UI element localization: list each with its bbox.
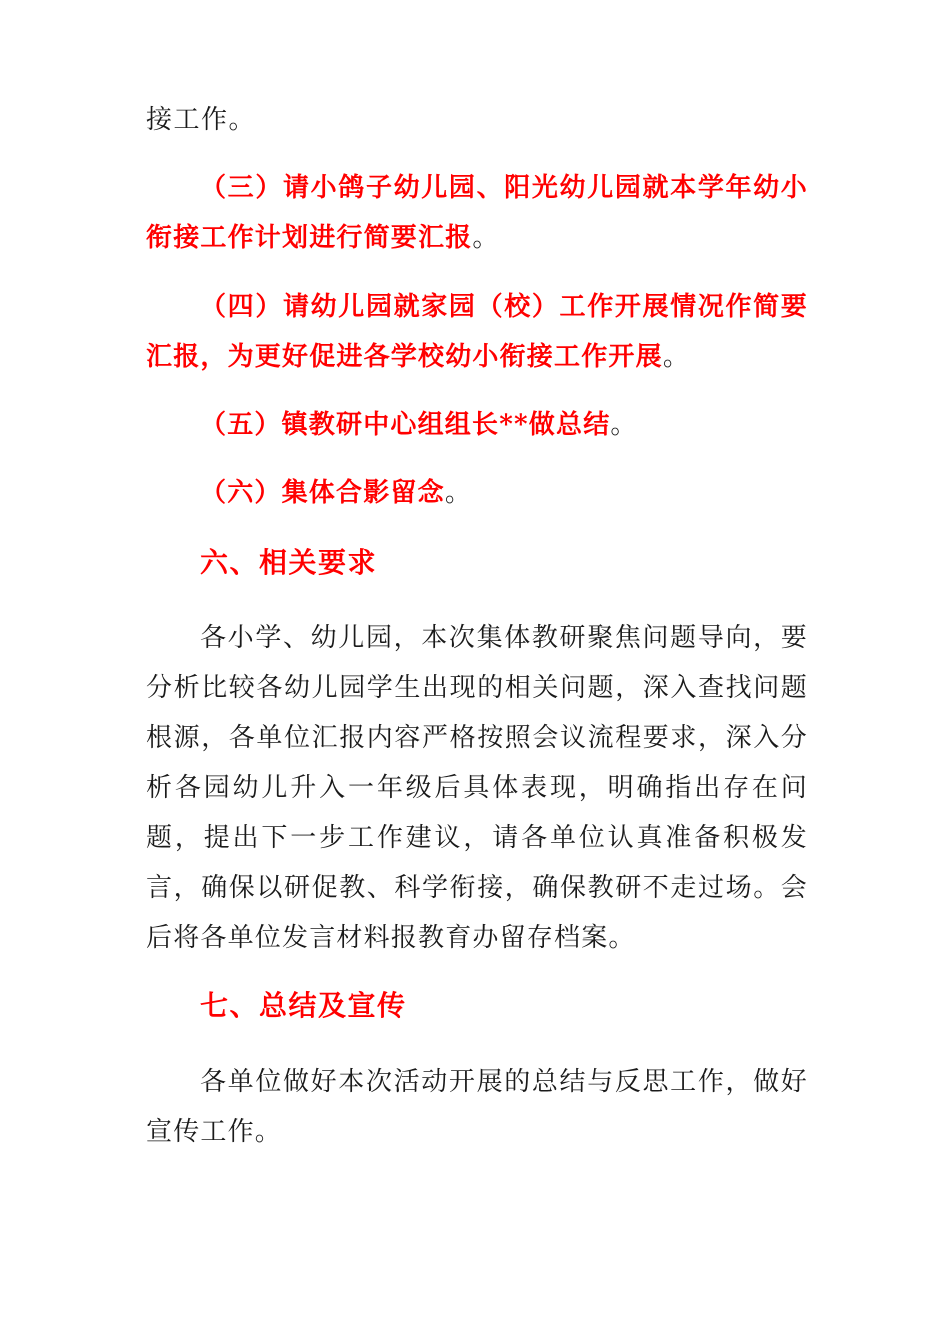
section-7-body: 各单位做好本次活动开展的总结与反思工作，做好宣传工作。 (146, 1067, 808, 1147)
agenda-item-4-end: 。 (662, 342, 691, 372)
section-6-body: 各小学、幼儿园，本次集体教研聚焦问题导向，要分析比较各幼儿园学生出现的相关问题，深入查找问题根源，各单位汇报内容严格按照会议流程要求，深入分析各园幼儿升入一年级后具体表现，明确指出存在问题，提出下一步工作建议，请各单位认真准备积极发言，确保以研促教、科学衔接，确保教研不走过场。会后将各单位发言材料报教育办留存档案。 (146, 623, 808, 953)
agenda-item-6-end: 。 (444, 478, 473, 508)
agenda-item-3-end: 。 (472, 223, 500, 253)
agenda-item-3 (146, 163, 808, 263)
agenda-item-4 (146, 282, 808, 382)
agenda-item-5-end: 。 (610, 410, 638, 440)
continuation-text: 接工作。 (146, 105, 257, 135)
agenda-item-6 (146, 468, 808, 518)
agenda-item-5-text: （五）镇教研中心组组长**做总结 (200, 410, 611, 440)
agenda-item-4-text: （四）请幼儿园就家园（校）工作开展情况作简要汇报，为更好促进各学校幼小衔接工作开展 (146, 292, 808, 372)
section-7-heading: 七、总结及宣传 (200, 989, 407, 1022)
agenda-item-6-text: （六）集体合影留念 (200, 478, 445, 508)
agenda-item-3-text: （三）请小鸽子幼儿园、阳光幼儿园就本学年幼小衔接工作计划进行简要汇报 (146, 173, 808, 253)
agenda-item-5 (146, 400, 808, 450)
section-6-heading: 六、相关要求 (200, 546, 378, 579)
